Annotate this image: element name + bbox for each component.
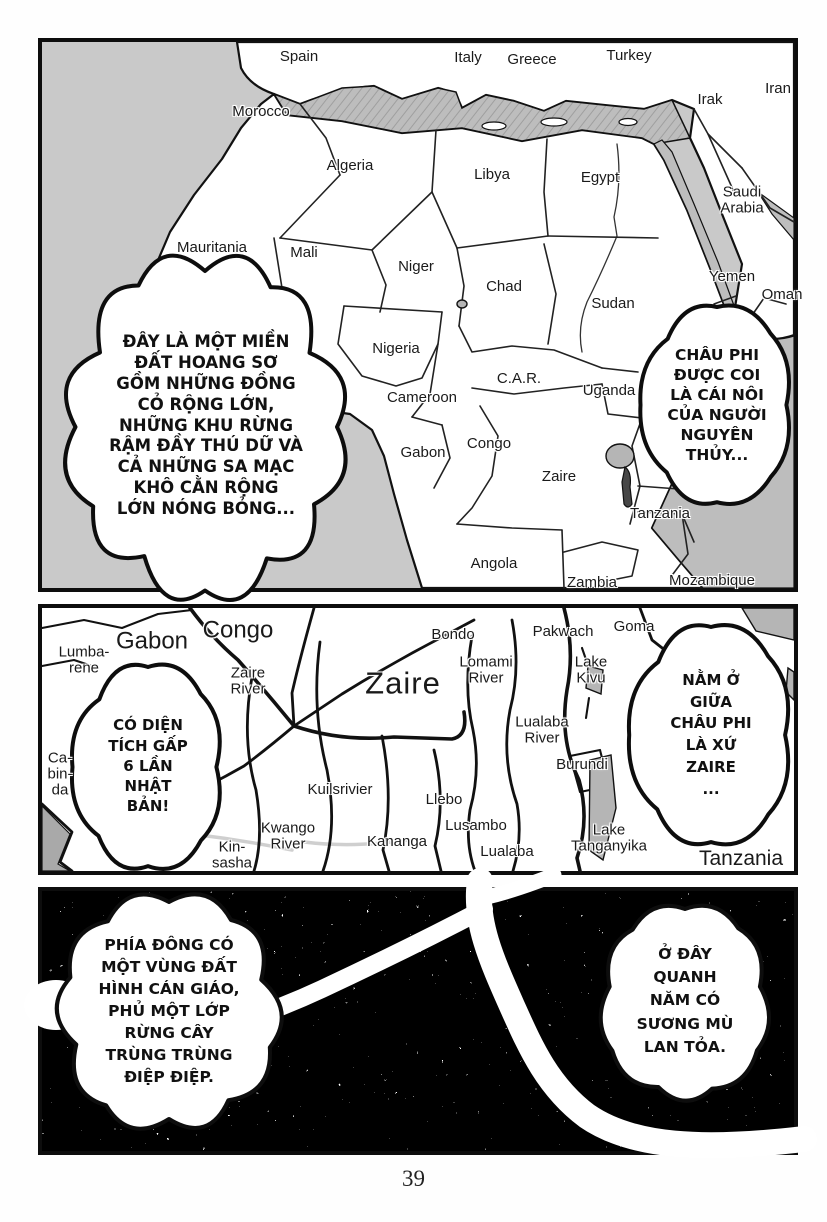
map-label: Lake Tanganyika xyxy=(571,821,647,854)
map-label: Goma xyxy=(613,618,655,636)
map-label: Llebo xyxy=(425,791,463,809)
bubble-line: NHỮNG KHU RỪNG xyxy=(118,415,294,435)
bubble-line: PHÍA ĐÔNG CÓ xyxy=(104,936,234,954)
bubble-line: NẰM Ở xyxy=(682,670,740,689)
map-label: Cameroon xyxy=(386,389,458,407)
map-label: Spain xyxy=(279,48,319,66)
map-label: Niger xyxy=(398,258,434,276)
map-label: Congo xyxy=(466,435,512,453)
island xyxy=(482,122,506,130)
bubble-line: PHỦ MỘT LỚP xyxy=(108,1002,230,1020)
bubble-line: SƯƠNG MÙ xyxy=(636,1014,734,1033)
bubble-line: KHÔ CẰN RỘNG xyxy=(133,477,279,497)
map-label: Italy xyxy=(454,49,482,67)
panel-africa-map xyxy=(38,38,803,592)
map-label: Lumba- rene xyxy=(58,643,110,676)
bubble-line: NHẬT xyxy=(124,777,172,796)
map-label: Angola xyxy=(470,555,518,573)
bubble-line: ĐẤT HOANG SƠ xyxy=(134,353,278,373)
bubble-text-size xyxy=(76,666,220,866)
map-label: Nigeria xyxy=(372,340,420,358)
bubble-line: LÀ XỨ xyxy=(685,736,737,754)
bubble-line: CỦA NGƯỜI xyxy=(667,406,767,424)
bubble-line: ĐÂY LÀ MỘT MIỀN xyxy=(122,332,290,352)
map-label: C.A.R. xyxy=(496,370,542,388)
island xyxy=(619,119,637,126)
bubble-line: Ở ĐÂY xyxy=(658,944,712,963)
map-label: Yemen xyxy=(708,268,756,286)
map-label: Greece xyxy=(507,51,557,69)
map-label: Mali xyxy=(290,244,318,262)
bubble-line: 6 LẦN xyxy=(123,756,173,775)
map-label: Tanzania xyxy=(629,505,691,523)
map-label: Burundi xyxy=(556,756,608,774)
bubble-line: ĐIỆP ĐIỆP. xyxy=(124,1068,214,1086)
bubble-line: ĐƯỢC COI xyxy=(673,365,761,384)
bubble-line: NGUYÊN xyxy=(680,426,754,445)
lake-chad xyxy=(457,300,467,308)
bubble-line: TRÙNG TRÙNG xyxy=(105,1046,233,1064)
bubble-text-wild-land xyxy=(82,290,330,562)
map-label: Morocco xyxy=(232,103,290,121)
map-label: Zaire xyxy=(541,468,577,486)
bubble-line: ... xyxy=(702,779,720,798)
bubble-text-cradle xyxy=(644,314,790,496)
panel-jungle xyxy=(38,887,798,1155)
map-label: Gabon xyxy=(115,627,189,655)
bubble-line: BẢN! xyxy=(126,797,170,816)
map-label: Pakwach xyxy=(532,623,594,641)
bubble-line: ZAIRE xyxy=(686,757,736,776)
bubble-text-spear-land xyxy=(67,905,271,1117)
bubble-line: CỎ RỘNG LỚN, xyxy=(137,394,275,414)
map-label: Libya xyxy=(474,166,510,184)
map-label: Tanzania xyxy=(698,846,784,870)
map-label: Oman xyxy=(761,286,803,304)
map-label: Irak xyxy=(697,91,723,109)
map-label: Iran xyxy=(765,80,791,98)
map-label: Gabon xyxy=(400,444,446,462)
map-label: Saudi Arabia xyxy=(720,183,764,216)
bubble-line: HÌNH CÁN GIÁO, xyxy=(98,980,240,998)
page-number: 39 xyxy=(402,1166,425,1191)
bubble-line: CẢ NHỮNG SA MẠC xyxy=(117,457,295,477)
bubble-line: RỪNG CÂY xyxy=(124,1024,214,1042)
bubble-line: CHÂU PHI xyxy=(670,714,752,733)
map-label: Turkey xyxy=(606,47,652,65)
map-label: Chad xyxy=(486,278,522,296)
bubble-line: LAN TỎA. xyxy=(643,1037,727,1056)
bubble-line: MỘT VÙNG ĐẤT xyxy=(101,958,237,976)
panel-zaire-map xyxy=(38,604,798,875)
map-label: Zaire xyxy=(365,665,441,701)
map-label: Lualaba xyxy=(480,843,534,861)
map-label: Uganda xyxy=(582,382,636,400)
map-label: Congo xyxy=(202,616,274,644)
bubble-line: TÍCH GẤP xyxy=(108,736,188,755)
map-label: Sudan xyxy=(591,295,635,313)
map-label: Lomami River xyxy=(459,653,513,686)
map-label: Lualaba River xyxy=(515,713,569,746)
map-label: Kuilsrivier xyxy=(307,781,373,799)
map-label: Egypt xyxy=(580,169,620,187)
map-label: Kananga xyxy=(366,833,428,851)
map-label: Lake Kivu xyxy=(574,653,608,686)
map-label: Ca- bin- da xyxy=(47,749,73,798)
island xyxy=(541,118,567,126)
bubble-line: NĂM CÓ xyxy=(649,991,721,1010)
map-label: Kwango River xyxy=(260,819,316,852)
bubble-text-location xyxy=(633,628,789,842)
lake-victoria xyxy=(606,444,634,468)
bubble-text-mist xyxy=(605,911,765,1091)
bubble-line: QUANH xyxy=(653,968,717,987)
bubble-line: CHÂU PHI xyxy=(675,345,759,364)
bubble-line: GỒM NHỮNG ĐỒNG xyxy=(116,374,296,394)
map-label: Mauritania xyxy=(176,239,248,257)
map-label: Bondo xyxy=(431,626,475,644)
map-label: Kin- sasha xyxy=(211,838,253,871)
bubble-line: GIỮA xyxy=(689,692,733,711)
bubble-line: THỦY... xyxy=(685,446,749,465)
map-label: Algeria xyxy=(326,157,374,175)
bubble-line: LÀ CÁI NÔI xyxy=(670,385,764,404)
map-label: Mozambique xyxy=(669,572,755,590)
bubble-line: RẬM ĐẦY THÚ DỮ VÀ xyxy=(109,436,303,456)
map-label: Lusambo xyxy=(445,817,507,835)
map-label: Zambia xyxy=(566,574,618,592)
bubble-line: LỚN NÓNG BỎNG... xyxy=(116,498,296,518)
map-label: Zaire River xyxy=(230,664,266,697)
bubble-line: CÓ DIỆN xyxy=(113,716,183,735)
